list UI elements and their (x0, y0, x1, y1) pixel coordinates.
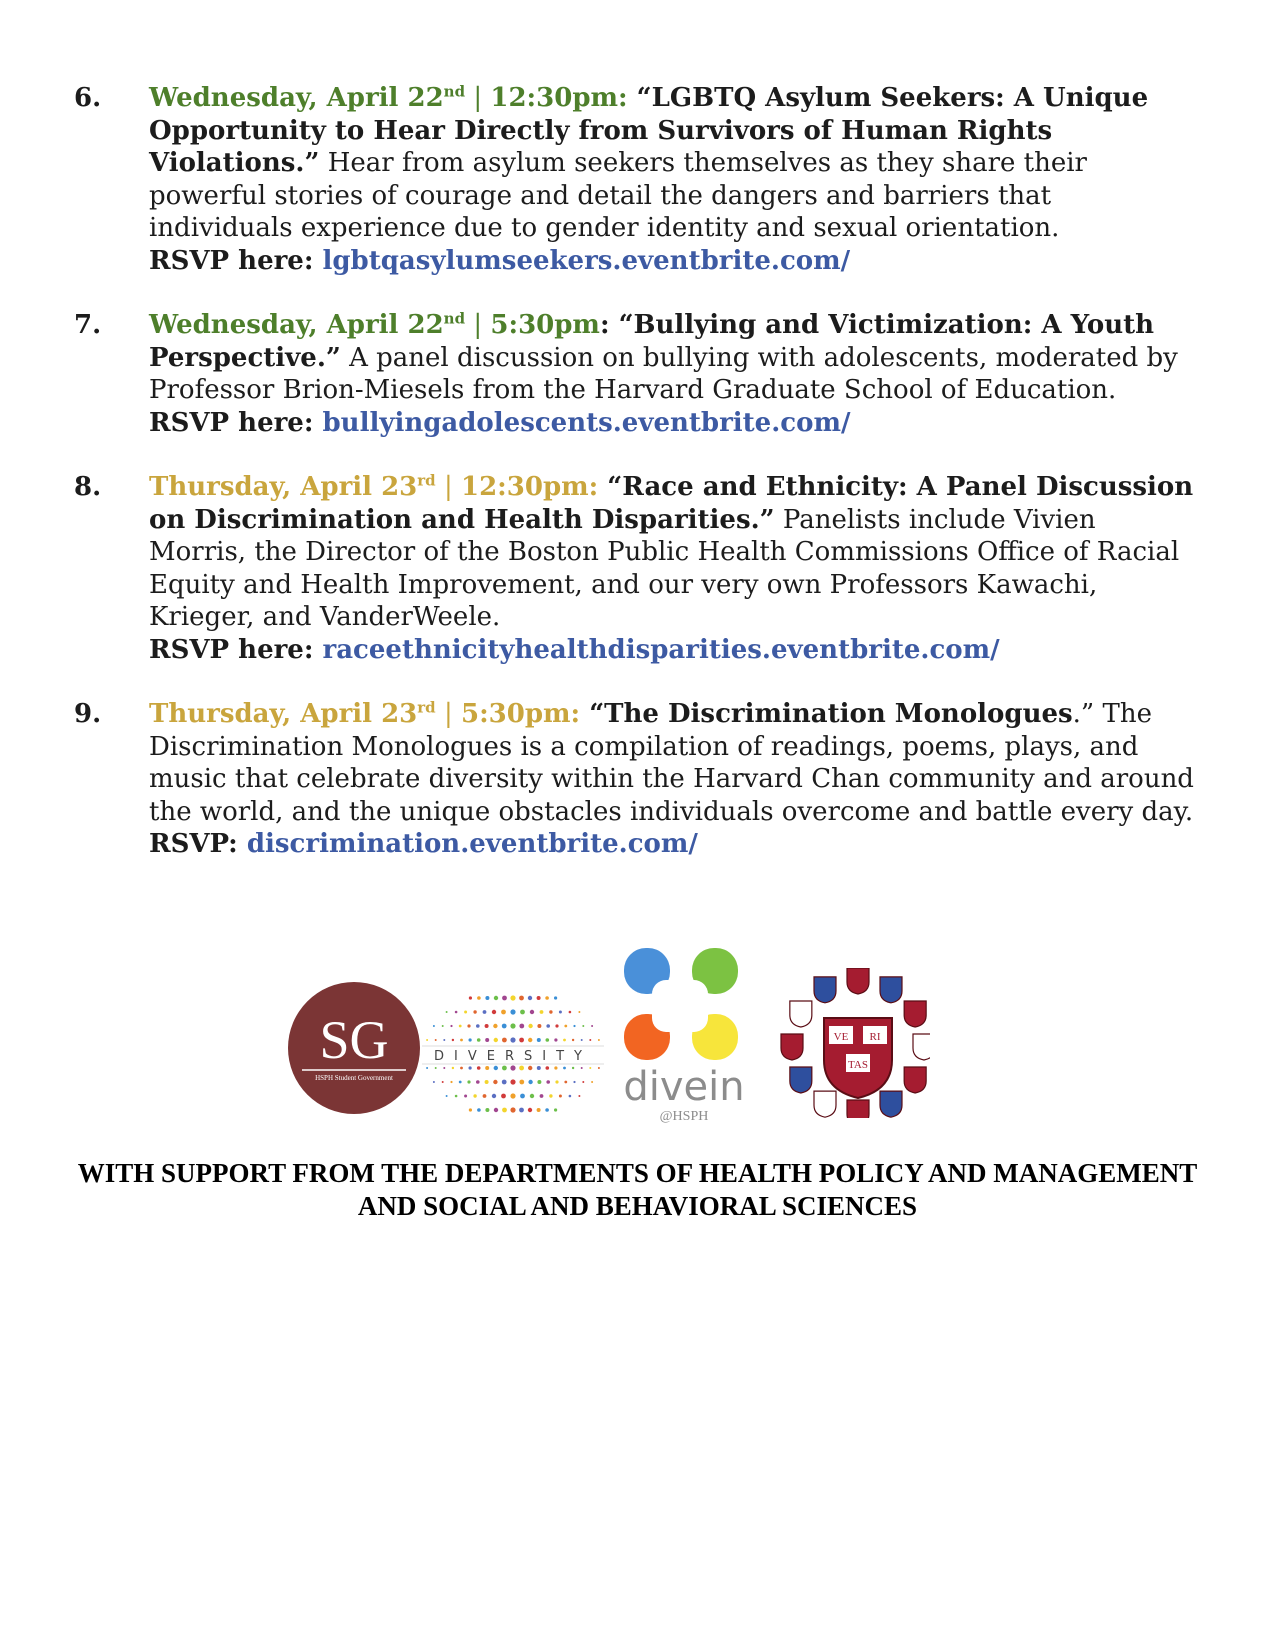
event-description: .” The Discrimination Monologues is a compilation of readings, poems, plays, and music that celebrate diversity within the Harvard Chan community and around the world, and the unique obstacles individuals overcome and battle every day. (149, 699, 1194, 827)
event-item (0, 82, 1199, 277)
event-date: Thursday, April 23rd | 5:30pm: (149, 698, 581, 729)
rsvp-link[interactable]: raceethnicityhealthdisparities.eventbrite.com/ (322, 634, 1000, 665)
rsvp-label: RSVP here: (149, 245, 323, 276)
event-description: Hear from asylum seekers themselves as they share their powerful stories of courage and detail the dangers and barriers that individuals experience due to gender identity and sexual orientation. (149, 148, 1087, 243)
rsvp-link[interactable]: lgbtqasylumseekers.eventbrite.com/ (322, 245, 851, 276)
event-item (0, 309, 1199, 439)
svg-text:@HSPH: @HSPH (659, 1109, 709, 1124)
svg-text:TAS: TAS (848, 1059, 868, 1071)
svg-text:divein: divein (623, 1064, 745, 1110)
svg-text:HSPH Student Government: HSPH Student Government (315, 1074, 393, 1082)
rsvp-label: RSVP: (149, 829, 247, 859)
svg-text:SG: SG (319, 1010, 389, 1070)
rsvp-label: RSVP here: (149, 634, 323, 665)
event-item (0, 698, 1199, 861)
student-government-logo (288, 982, 420, 1114)
event-date: Thursday, April 23rd | 12:30pm: (149, 471, 599, 502)
sponsor-logos (0, 940, 1275, 1150)
event-description: Panelists include Vivien Morris, the Director of the Boston Public Health Commissions Office of Racial Equity and Health Improvement, and our very own Professors Kawachi, Krieger, and VanderWeele. (149, 504, 1180, 632)
svg-text:VE: VE (833, 1031, 849, 1043)
event-title: : “Bullying and Victimization: A Youth Perspective.” (149, 310, 1155, 373)
divein-logo (612, 940, 762, 1130)
event-date: Wednesday, April 22nd | 12:30pm: (149, 82, 628, 113)
event-list (0, 82, 1275, 893)
event-title: “The Discrimination Monologues (580, 699, 1073, 729)
event-date: Wednesday, April 22nd | 5:30pm (149, 309, 600, 340)
harvard-shields-logo (780, 968, 930, 1118)
svg-text:RI: RI (869, 1031, 881, 1043)
rsvp-link[interactable]: discrimination.eventbrite.com/ (246, 829, 698, 859)
svg-text:DIVERSITY: DIVERSITY (434, 1049, 592, 1064)
event-number: 8. (74, 472, 102, 502)
event-number: 6. (74, 83, 102, 113)
rsvp-label: RSVP here: (149, 407, 323, 438)
event-description: A panel discussion on bullying with adolescents, moderated by Professor Brion-Miesels from the Harvard Graduate School of Education. (149, 342, 1178, 405)
event-title: “Race and Ethnicity: A Panel Discussion on Discrimination and Health Disparities.” (149, 472, 1194, 535)
footer-support-text: WITH SUPPORT FROM THE DEPARTMENTS OF HEALTH POLICY AND MANAGEMENT AND SOCIAL AND BEHAVIORAL SCIENCES (77, 1158, 1198, 1221)
diversity-logo (420, 990, 606, 1118)
event-title: “LGBTQ Asylum Seekers: A Unique Opportunity to Hear Directly from Survivors of Human Rights Violations.” (149, 83, 1149, 178)
rsvp-link[interactable]: bullyingadolescents.eventbrite.com/ (322, 407, 851, 438)
event-number: 9. (74, 699, 102, 729)
event-number: 7. (74, 310, 102, 340)
event-item (0, 471, 1199, 666)
